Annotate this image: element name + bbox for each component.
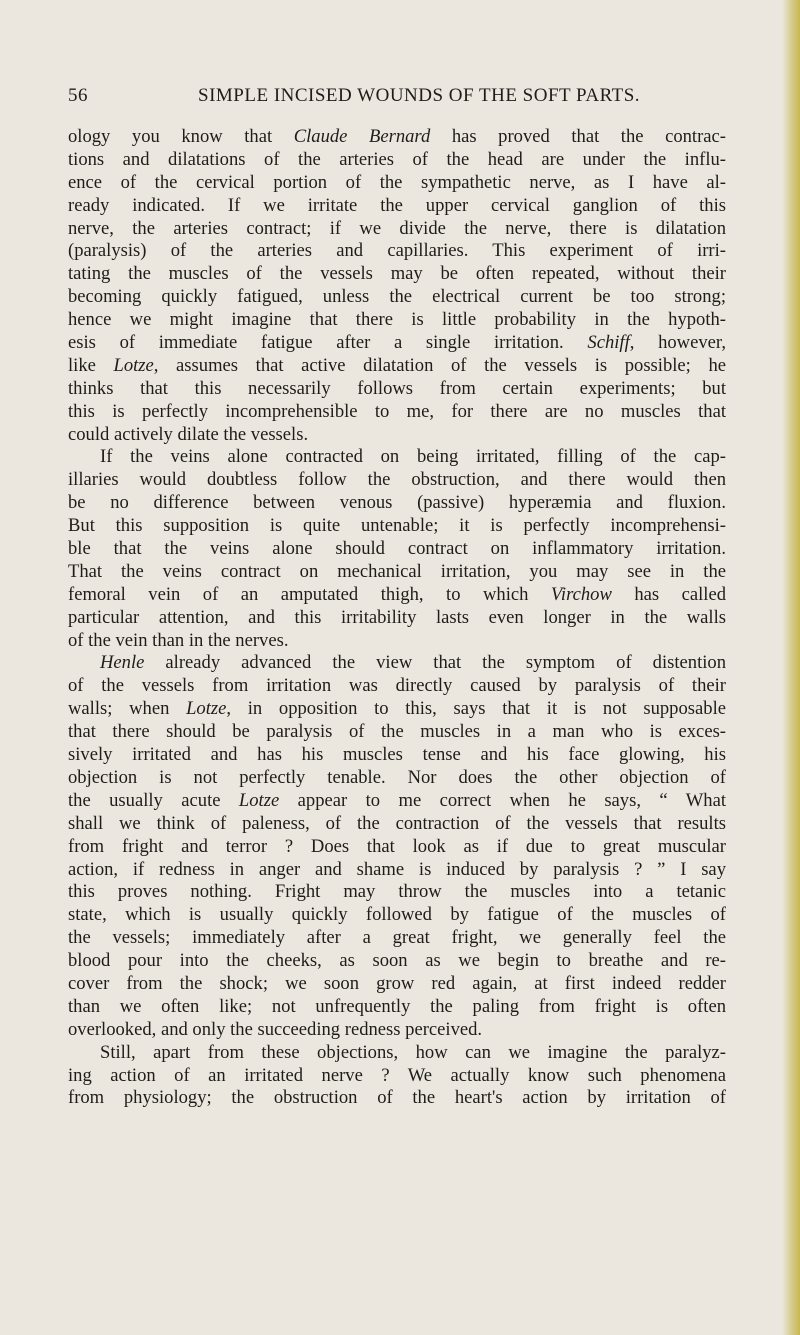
text-run: thinks that this necessarily follows from certain experiments; but xyxy=(68,377,726,399)
text-run: nerve, the arteries contract; if we divide the nerve, there is dilatation xyxy=(68,217,726,239)
text-line xyxy=(68,675,726,698)
text-run: of the vessels from irritation was directly caused by paralysis of their xyxy=(68,675,726,697)
text-line xyxy=(68,286,726,309)
text-line xyxy=(68,538,726,561)
text-run: that there should be paralysis of the muscles in a man who is exces- xyxy=(68,721,726,743)
text-line xyxy=(68,492,726,515)
text-run: If the veins alone contracted on being irritated, filling of the cap- xyxy=(100,446,726,468)
text-line xyxy=(68,195,726,218)
text-line xyxy=(68,767,726,790)
text-line xyxy=(68,698,726,721)
text-line xyxy=(68,332,726,355)
text-line xyxy=(68,790,726,813)
text-line xyxy=(68,1087,726,1110)
text-run: be no difference between venous (passive) hyperæmia and fluxion. xyxy=(68,492,726,514)
text-run: action, if redness in anger and shame is induced by paralysis ? ” I say xyxy=(68,858,726,880)
text-run: overlooked, and only the succeeding redness perceived. xyxy=(68,1018,483,1040)
text-line xyxy=(68,881,726,904)
text-line xyxy=(68,263,726,286)
text-line xyxy=(68,149,726,172)
text-run: shall we think of paleness, of the contraction of the vessels that results xyxy=(68,812,726,834)
text-line xyxy=(68,401,726,424)
text-line xyxy=(68,859,726,882)
text-run: has called xyxy=(611,583,726,605)
text-run: from fright and terror ? Does that look as if due to great muscular xyxy=(68,835,726,857)
text-line xyxy=(68,424,726,447)
text-line xyxy=(68,630,726,653)
text-line xyxy=(68,996,726,1019)
text-line xyxy=(68,1019,726,1042)
text-line xyxy=(68,378,726,401)
text-run: sively irritated and has his muscles tense and his face glowing, his xyxy=(68,744,726,766)
text-line xyxy=(68,607,726,630)
text-line xyxy=(68,309,726,332)
text-run: That the veins contract on mechanical irritation, you may see in the xyxy=(68,560,726,582)
text-line xyxy=(68,836,726,859)
text-line xyxy=(68,813,726,836)
text-line xyxy=(68,126,726,149)
text-run: femoral vein of an amputated thigh, to which xyxy=(68,583,551,605)
text-run: becoming quickly fatigued, unless the electrical current be too strong; xyxy=(68,286,726,308)
text-line xyxy=(68,446,726,469)
italic-name: Henle xyxy=(100,652,145,674)
text-run: has proved that the contrac- xyxy=(430,126,726,147)
text-run: the usually acute xyxy=(68,789,239,811)
text-line xyxy=(68,1065,726,1088)
text-run: esis of immediate fatigue after a single irritation. xyxy=(68,332,588,354)
text-line xyxy=(68,515,726,538)
text-line xyxy=(68,927,726,950)
italic-name: Lotze xyxy=(238,789,280,811)
text-run: appear to me correct when he says, “ What xyxy=(279,789,727,811)
text-run: this proves nothing. Fright may throw the muscles into a tetanic xyxy=(68,881,726,903)
text-run: (paralysis) of the arteries and capillaries. This experiment of irri- xyxy=(68,240,726,262)
text-run: illaries would doubtless follow the obstruction, and there would then xyxy=(68,469,726,491)
page-number: 56 xyxy=(68,85,88,106)
italic-name: Lotze xyxy=(113,354,154,376)
text-line xyxy=(68,950,726,973)
text-run: walls; when xyxy=(68,698,187,720)
text-run: cover from the shock; we soon grow red again, at first indeed redder xyxy=(68,972,726,994)
text-run: ence of the cervical portion of the sympathetic nerve, as I have al- xyxy=(68,171,726,193)
text-run: , in opposition to this, says that it is not supposable xyxy=(226,698,726,720)
text-run: ology you know that xyxy=(68,126,294,147)
text-run: state, which is usually quickly followed by fatigue of the muscles of xyxy=(68,904,726,926)
italic-name: Claude Bernard xyxy=(293,126,431,147)
text-line xyxy=(68,240,726,263)
text-run: could actively dilate the vessels. xyxy=(68,423,309,445)
text-run: from physiology; the obstruction of the heart's action by irritation of xyxy=(68,1087,726,1109)
text-run: blood pour into the cheeks, as soon as we begin to breathe and re- xyxy=(68,950,726,972)
text-run: particular attention, and this irritability lasts even longer in the walls xyxy=(68,606,726,628)
italic-name: Lotze xyxy=(186,698,227,720)
text-line xyxy=(68,218,726,241)
text-line xyxy=(68,172,726,195)
text-run: , however, xyxy=(629,332,727,354)
running-title: SIMPLE INCISED WOUNDS OF THE SOFT PARTS. xyxy=(198,85,641,106)
text-line xyxy=(68,1042,726,1065)
text-run: already advanced the view that the symptom of distention xyxy=(144,652,726,674)
text-line xyxy=(68,973,726,996)
text-line xyxy=(68,469,726,492)
text-run: ready indicated. If we irritate the upper cervical ganglion of this xyxy=(68,194,726,216)
text-run: objection is not perfectly tenable. Nor does the other objection of xyxy=(68,766,726,788)
text-run: hence we might imagine that there is little probability in the hypoth- xyxy=(68,309,726,331)
page-edge xyxy=(782,0,800,1335)
text-line xyxy=(68,652,726,675)
text-line xyxy=(68,904,726,927)
text-run: , assumes that active dilatation of the vessels is possible; he xyxy=(153,354,727,376)
text-line xyxy=(68,355,726,378)
italic-name: Schiff xyxy=(587,332,630,354)
text-line xyxy=(68,744,726,767)
text-line xyxy=(68,721,726,744)
text-run: like xyxy=(68,354,114,376)
text-run: this is perfectly incomprehensible to me, for there are no muscles that xyxy=(68,400,726,422)
text-run: But this supposition is quite untenable; it is perfectly incomprehensi- xyxy=(68,515,726,537)
text-run: tating the muscles of the vessels may be often repeated, without their xyxy=(68,263,726,285)
text-line xyxy=(68,561,726,584)
text-run: ble that the veins alone should contract on inflammatory irritation. xyxy=(68,538,726,560)
body-text xyxy=(68,126,726,1110)
text-run: of the vein than in the nerves. xyxy=(68,629,289,651)
text-run: than we often like; not unfrequently the paling from fright is often xyxy=(68,995,726,1017)
text-line xyxy=(68,584,726,607)
text-run: tions and dilatations of the arteries of the head are under the influ- xyxy=(68,148,726,170)
text-run: the vessels; immediately after a great fright, we generally feel the xyxy=(68,927,726,949)
text-run: ing action of an irritated nerve ? We actually know such phenomena xyxy=(68,1064,726,1086)
text-run: Still, apart from these objections, how can we imagine the paralyz- xyxy=(100,1041,726,1063)
italic-name: Virchow xyxy=(550,583,612,605)
